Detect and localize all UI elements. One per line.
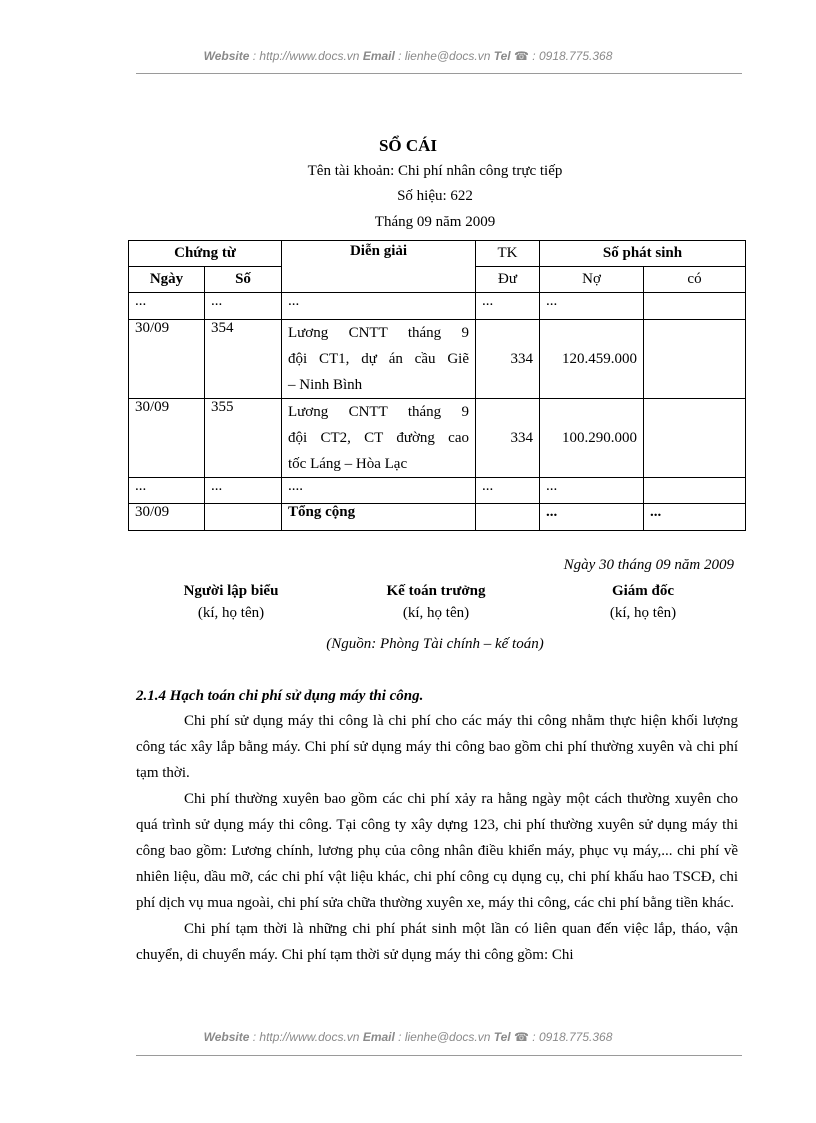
row-desc: ...: [282, 293, 476, 320]
total-tk: [476, 504, 540, 531]
desc-line: Lương CNTT tháng 9: [288, 404, 469, 420]
preparer-note: (kí, họ tên): [197, 605, 265, 621]
total-debit: ...: [540, 504, 644, 531]
table-row: [129, 478, 746, 504]
header-credit: có: [644, 267, 746, 293]
header-date: Ngày: [129, 267, 205, 293]
row-number: ...: [205, 478, 282, 504]
account-name: Tên tài khoản: Chi phí nhân công trực tiếp: [307, 163, 563, 179]
desc-line: đội CT2, CT đường cao: [288, 430, 469, 446]
website-value[interactable]: : http://www.docs.vn: [252, 49, 360, 63]
row-tk: 334: [476, 399, 540, 478]
signature-date: Ngày 30 tháng 09 năm 2009: [563, 557, 734, 573]
header-number: Số: [205, 267, 282, 293]
header-divider: [136, 73, 742, 74]
email-value[interactable]: : lienhe@docs.vn: [398, 1030, 491, 1044]
total-credit: ...: [644, 504, 746, 531]
header-voucher: Chứng từ: [129, 241, 282, 267]
header-amount: Số phát sinh: [540, 241, 746, 267]
total-date: 30/09: [129, 504, 205, 531]
row-tk: ...: [476, 293, 540, 320]
row-date: ...: [129, 293, 205, 320]
paragraph: Chi phí tạm thời là những chi phí phát sinh một lần có liên quan đến việc lắp, tháo, vận chuyển, di chuyển máy. Chi phí tạm thời sử dụng máy thi công gồm: Chi: [136, 921, 738, 963]
director-note: (kí, họ tên): [609, 605, 677, 621]
tel-value: : 0918.775.368: [532, 1030, 613, 1044]
email-label: Email: [362, 1030, 395, 1044]
header-tk-du: Đư: [476, 267, 540, 293]
preparer-role: Người lập biểu: [183, 583, 279, 599]
desc-line: đội CT1, dự án cầu Giẽ: [288, 351, 469, 367]
row-debit: 120.459.000: [540, 320, 644, 399]
row-date: 30/09: [129, 399, 205, 478]
total-label: Tổng cộng: [282, 504, 476, 531]
row-number: ...: [205, 293, 282, 320]
ledger-table: [128, 240, 746, 531]
header-debit: Nợ: [540, 267, 644, 293]
website-label: Website: [203, 1030, 250, 1044]
row-debit: ...: [540, 293, 644, 320]
section-heading: 2.1.4 Hạch toán chi phí sử dụng máy thi công.: [136, 688, 424, 704]
row-credit: [644, 293, 746, 320]
header-description: Diễn giải: [282, 241, 476, 293]
row-date: 30/09: [129, 320, 205, 399]
website-value[interactable]: : http://www.docs.vn: [252, 1030, 360, 1044]
desc-line: Lương CNTT tháng 9: [288, 325, 469, 341]
preparer-signature: [131, 583, 331, 622]
accountant-signature: [336, 583, 536, 622]
row-number: 355: [205, 399, 282, 478]
body-text: [136, 708, 738, 968]
paragraph: Chi phí thường xuyên bao gồm các chi phí xảy ra hằng ngày một cách thường xuyên cho quá trình sử dụng máy thi công. Tại công ty xây dựng 123, chi phí thường xuyên sử dụng máy thi công bao gồm: Lương chính, lương phụ của công nhân điều khiển máy, phục vụ máy,... chi phí về nhiên liệu, dầu mỡ, các chi phí vật liệu khác, chi phí công cụ dụng cụ, chi phí khấu hao TSCĐ, chi phí dịch vụ mua ngoài, chi phí sửa chữa thường xuyên xe, máy thi công, các chi phí bằng tiền khác.: [136, 791, 738, 911]
page-header: [0, 49, 816, 63]
director-signature: [543, 583, 743, 622]
paragraph: Chi phí sử dụng máy thi công là chi phí cho các máy thi công nhằm thực hiện khối lượng công tác xây lắp bằng máy. Chi phí sử dụng máy thi công bao gồm chi phí thường xuyên và chi phí tạm thời.: [136, 713, 738, 781]
ledger-period: Tháng 09 năm 2009: [374, 214, 496, 230]
header-tk: TK: [476, 241, 540, 267]
row-credit: [644, 478, 746, 504]
accountant-note: (kí, họ tên): [402, 605, 470, 621]
tel-value: : 0918.775.368: [532, 49, 613, 63]
table-row: [129, 399, 746, 478]
accountant-role: Kế toán trưởng: [386, 583, 486, 599]
total-number: [205, 504, 282, 531]
website-label: Website: [203, 49, 250, 63]
row-tk: 334: [476, 320, 540, 399]
row-desc: [282, 320, 476, 399]
phone-icon: ☎: [514, 1030, 529, 1044]
table-row: [129, 320, 746, 399]
table-row: [129, 293, 746, 320]
row-number: 354: [205, 320, 282, 399]
table-header-row: [129, 241, 746, 267]
ledger-title: SỔ CÁI: [378, 136, 438, 155]
row-tk: ...: [476, 478, 540, 504]
phone-icon: ☎: [514, 49, 529, 63]
page-footer: [0, 1030, 816, 1044]
director-role: Giám đốc: [611, 583, 675, 599]
source-note: (Nguồn: Phòng Tài chính – kế toán): [326, 636, 544, 652]
row-credit: [644, 320, 746, 399]
desc-line: – Ninh Bình: [288, 377, 363, 393]
tel-label: Tel: [493, 49, 511, 63]
email-value[interactable]: : lienhe@docs.vn: [398, 49, 491, 63]
row-date: ...: [129, 478, 205, 504]
row-desc: [282, 399, 476, 478]
email-label: Email: [362, 49, 395, 63]
total-row: [129, 504, 746, 531]
row-credit: [644, 399, 746, 478]
tel-label: Tel: [493, 1030, 511, 1044]
row-desc: ....: [282, 478, 476, 504]
row-debit: 100.290.000: [540, 399, 644, 478]
footer-divider: [136, 1055, 742, 1056]
account-code: Số hiệu: 622: [397, 188, 473, 204]
row-debit: ...: [540, 478, 644, 504]
desc-line: tốc Láng – Hòa Lạc: [288, 456, 408, 472]
